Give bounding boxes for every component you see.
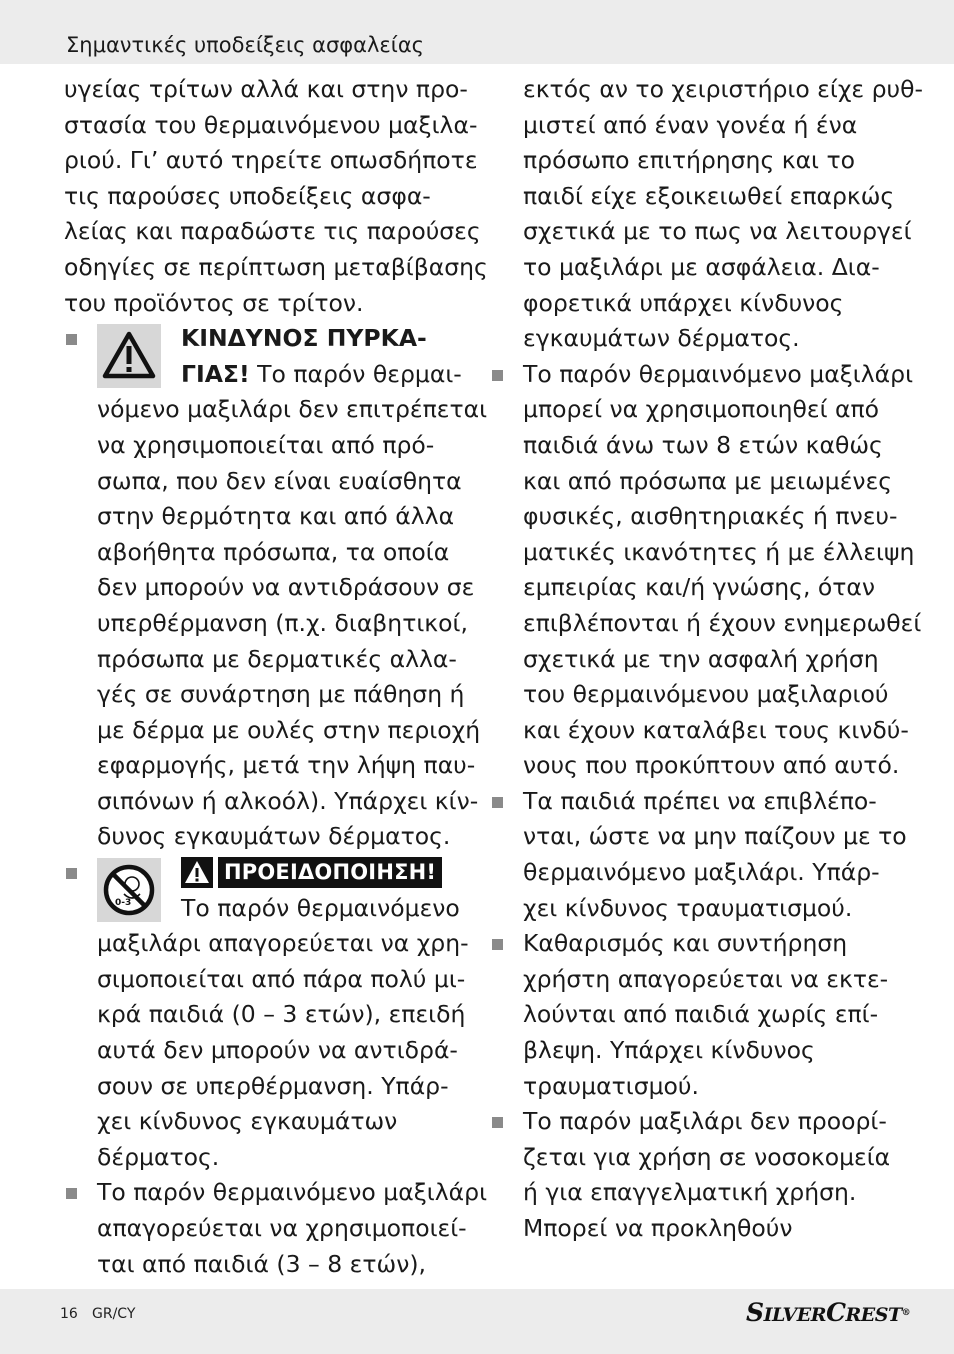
no-children-icon [97,858,161,922]
text-line: ριού. Γι’ αυτό τηρείτε οπωσδήποτε [64,146,478,175]
text-line: σωπα, που δεν είναι ευαίσθητα [97,466,462,495]
text-line: φυσικές, αισθητηριακές ή πνευ- [523,502,898,531]
text-line: πρόσωπο επιτήρησης και το [523,146,856,175]
brand-letter: C [826,1298,846,1327]
left-column [64,72,488,1282]
text-line: χει κίνδυνος εγκαυμάτων [97,1107,398,1136]
text-line: μιστεί από έναν γονέα ή ένα [523,110,858,139]
text-line: απαγορεύεται να χρησιμοποιεί- [97,1214,467,1242]
text-line: του προϊόντος σε τρίτον. [64,288,364,317]
text-line: ται από παιδιά (3 – 8 ετών), [97,1249,426,1278]
text-line: εγκαυμάτων δέρματος. [523,324,800,353]
text-line: σχετικά με το πως να λειτουργεί [523,217,912,246]
text-line: τις παρούσες υποδείξεις ασφα- [64,181,431,210]
warning-triangle-icon [181,857,213,888]
text-line: χρήστη απαγορεύεται να εκτε- [523,964,889,993]
registered-mark: ® [901,1308,911,1318]
text-line: να χρησιμοποιείται από πρό- [97,430,435,459]
text-line: νται, ώστε να μην παίζουν με το [523,822,907,851]
text-line: δεν μπορούν να αντιδράσουν σε [97,573,475,602]
text-line: επιβλέπονται ή έχουν ενημερωθεί [523,608,922,637]
text-line: βλεψη. Υπάρχει κίνδυνος [523,1036,815,1065]
text-line: ματικές ικανότητες ή με έλλειψη [523,537,915,566]
list-item [490,1104,910,1246]
text-line: σχετικά με την ασφαλή χρήση [523,644,879,673]
region-code: GR/CY [92,1306,136,1322]
text-line: Το παρόν θερμαινόμενο μαξιλάρι [97,1178,488,1207]
fire-hazard-item [64,321,488,855]
text-line: νόμενο μαξιλάρι δεν επιτρέπεται [97,395,488,424]
text-line: μαξιλάρι απαγορεύεται να χρη- [97,929,469,958]
fire-heading-end: ΓΙΑΣ! [181,359,250,388]
text-line: ή για επαγγελματική χρήση. [523,1178,857,1207]
text-line: δυνος εγκαυμάτων δέρματος. [97,822,451,851]
bullet-square [492,797,503,808]
text-fragment: Το παρόν θερμαι- [249,359,462,388]
text-line: γές σε συνάρτηση με πάθηση ή [97,680,465,709]
text-line: σιμοποιείται από πάρα πολύ μι- [97,964,466,993]
text-line: σιπόνων ή αλκοόλ). Υπάρχει κίν- [97,786,479,815]
right-column [490,72,923,1247]
brand-letter: S [746,1298,764,1327]
text-line: εμπειρίας και/ή γνώσης, όταν [523,573,876,602]
text-line: παιδιά άνω των 8 ετών καθώς [523,430,883,459]
text-line: εκτός αν το χειριστήριο είχε ρυθ- [523,75,923,103]
text-line: Καθαρισμός και συντήρηση [523,929,848,958]
list-item [490,784,910,926]
fire-heading: ΚΙΝΔΥΝΟΣ ΠΥΡΚΑ- [181,324,427,353]
bullet-square [66,334,77,345]
text-line: πρόσωπα με δερματικές αλλα- [97,644,457,673]
text-line: με δέρμα με ουλές στην περιοχή [97,715,481,744]
text-line: δέρματος. [97,1142,220,1171]
list-item [490,926,910,1104]
text-line: υγείας τρίτων αλλά και στην προ- [64,75,468,103]
text-line: μπορεί να χρησιμοποιηθεί από [523,395,880,424]
bullet-square [66,1188,77,1199]
text-line: φορετικά υπάρχει κίνδυνος [523,288,844,317]
text-line: στην θερμότητα και από άλλα [97,502,455,531]
bullet-square [492,1117,503,1128]
list-item [490,357,922,784]
page-header-title: Σημαντικές υποδείξεις ασφαλείας [66,33,425,57]
continuation-paragraph [523,72,923,357]
warning-badge-label: ΠΡΟΕΙΔΟΠΟΙΗΣΗ! [218,857,442,888]
text-line: λούνται από παιδιά χωρίς επί- [523,1000,879,1029]
bullet-square [492,939,503,950]
warning-triangle-icon [97,324,161,388]
text-line: Τα παιδιά πρέπει να επιβλέπο- [523,786,877,815]
text-line: νους που προκύπτουν από αυτό. [523,751,900,780]
text-line: χει κίνδυνος τραυματισμού. [523,893,853,922]
text-line: αυτά δεν μπορούν να αντιδρά- [97,1036,458,1065]
brand-letters: REST [845,1304,902,1326]
text-line: οδηγίες σε περίπτωση μεταβίβασης [64,252,488,281]
brand-letters: ILVER [763,1304,827,1326]
text-line: εφαρμογής, μετά την λήψη παυ- [97,751,476,780]
intro-paragraph [64,72,488,321]
text-line: θερμαινόμενο μαξιλάρι. Υπάρ- [523,858,880,887]
text-line: παιδί είχε εξοικειωθεί επαρκώς [523,181,895,210]
text-line: σουν σε υπερθέρμανση. Υπάρ- [97,1071,449,1100]
text-line: και έχουν καταλάβει τους κινδύ- [523,715,909,744]
bullet-square [66,868,77,879]
text-line: Το παρόν μαξιλάρι δεν προορί- [523,1107,887,1136]
text-line: και από πρόσωπα με μειωμένες [523,466,893,495]
text-line: αβοήθητα πρόσωπα, τα οποία [97,537,450,566]
text-line: κρά παιδιά (0 – 3 ετών), επειδή [97,1000,466,1029]
text-line: τραυματισμού. [523,1071,699,1100]
bullet-square [492,370,503,381]
page-number: 16 [60,1306,78,1322]
children-age-item [64,1175,488,1282]
text-line: το μαξιλάρι με ασφάλεια. Δια- [523,252,880,281]
text-line: Το παρόν θερμαινόμενο [181,893,460,922]
brand-logo [746,1296,910,1332]
text-line: στασία του θερμαινόμενου μαξιλα- [64,110,478,139]
age-label: 0-3 [115,898,132,909]
text-line: λείας και παραδώστε τις παρούσες [64,217,481,246]
child-warning-item [64,855,472,1175]
warning-badge [181,857,442,888]
text-line: του θερμαινόμενου μαξιλαριού [523,680,889,709]
text-line: υπερθέρμανση (π.χ. διαβητικοί, [97,608,468,637]
text-line: Μπορεί να προκληθούν [523,1214,793,1242]
text-line: Το παρόν θερμαινόμενο μαξιλάρι [523,359,914,388]
text-line: ζεται για χρήση σε νοσοκομεία [523,1142,891,1171]
